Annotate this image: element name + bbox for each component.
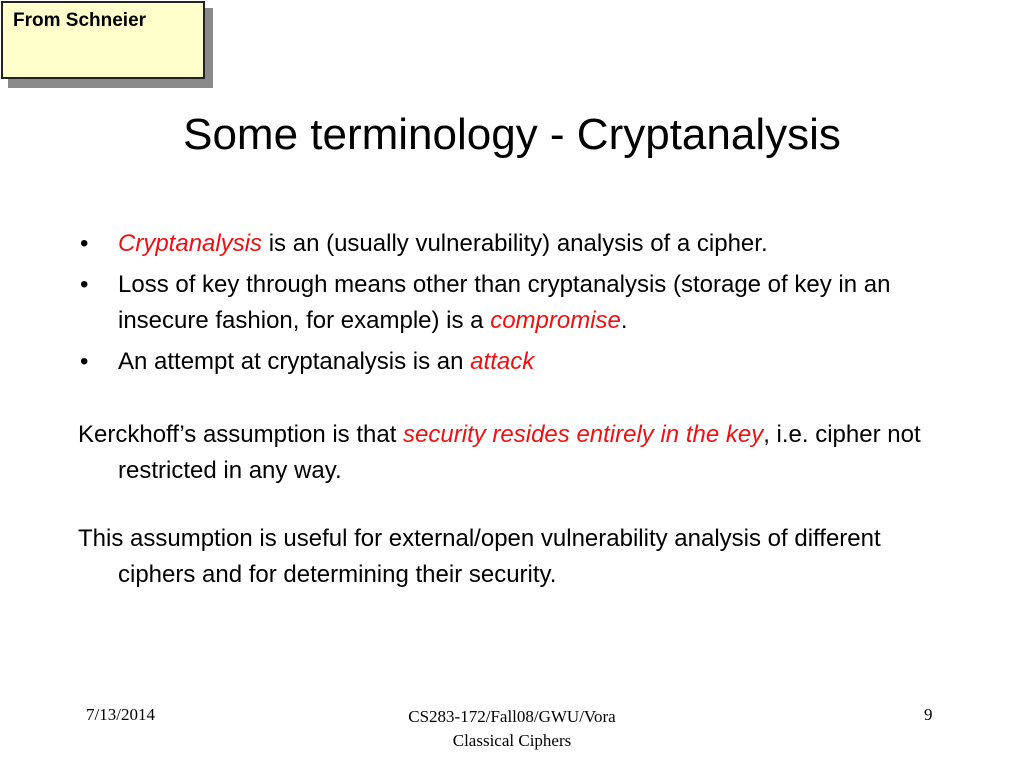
term-compromise: compromise xyxy=(490,307,621,334)
bullet-tail: . xyxy=(620,307,628,334)
spacer xyxy=(78,385,958,417)
footer-course: CS283-172/Fall08/GWU/Vora xyxy=(408,707,616,726)
source-note xyxy=(1,1,205,79)
bullet-item-compromise xyxy=(78,267,958,339)
bullet-text: An attempt at cryptanalysis is an xyxy=(118,348,471,375)
footer-subtitle: Classical Ciphers xyxy=(452,731,572,750)
paragraph-kerckhoff xyxy=(78,417,958,489)
bullet-item-attack xyxy=(78,344,958,380)
bullet-marker: • xyxy=(80,348,89,375)
term-attack: attack xyxy=(470,348,535,375)
bullet-text: is an (usually vulnerability) analysis of a cipher. xyxy=(262,230,768,257)
bullet-marker: • xyxy=(80,271,89,298)
spacer xyxy=(78,489,958,521)
slide-footer xyxy=(0,705,1024,755)
paragraph-assumption xyxy=(78,521,958,593)
term-cryptanalysis: Cryptanalysis xyxy=(118,230,263,257)
footer-center xyxy=(312,705,712,753)
page-number: 9 xyxy=(924,705,933,724)
bullet-marker: • xyxy=(80,230,89,257)
paragraph-text: This assumption is useful for external/open vulnerability analysis of different ciphers and for determining their security. xyxy=(78,525,881,588)
bullet-text: Loss of key through means other than cryptanalysis (storage of key in an insecure fashion, for example) is a xyxy=(118,271,891,334)
footer-date: 7/13/2014 xyxy=(86,705,155,724)
slide-title: Some terminology - Cryptanalysis xyxy=(183,110,841,159)
term-security-key: security resides entirely in the key xyxy=(403,421,764,448)
paragraph-text: Kerckhoff’s assumption is that xyxy=(78,421,404,448)
paragraph-tail: , i.e. cipher not restricted in any way. xyxy=(118,421,921,484)
bullet-item-cryptanalysis xyxy=(78,226,958,262)
slide-content xyxy=(78,226,958,593)
source-note-label: From Schneier xyxy=(13,10,147,31)
